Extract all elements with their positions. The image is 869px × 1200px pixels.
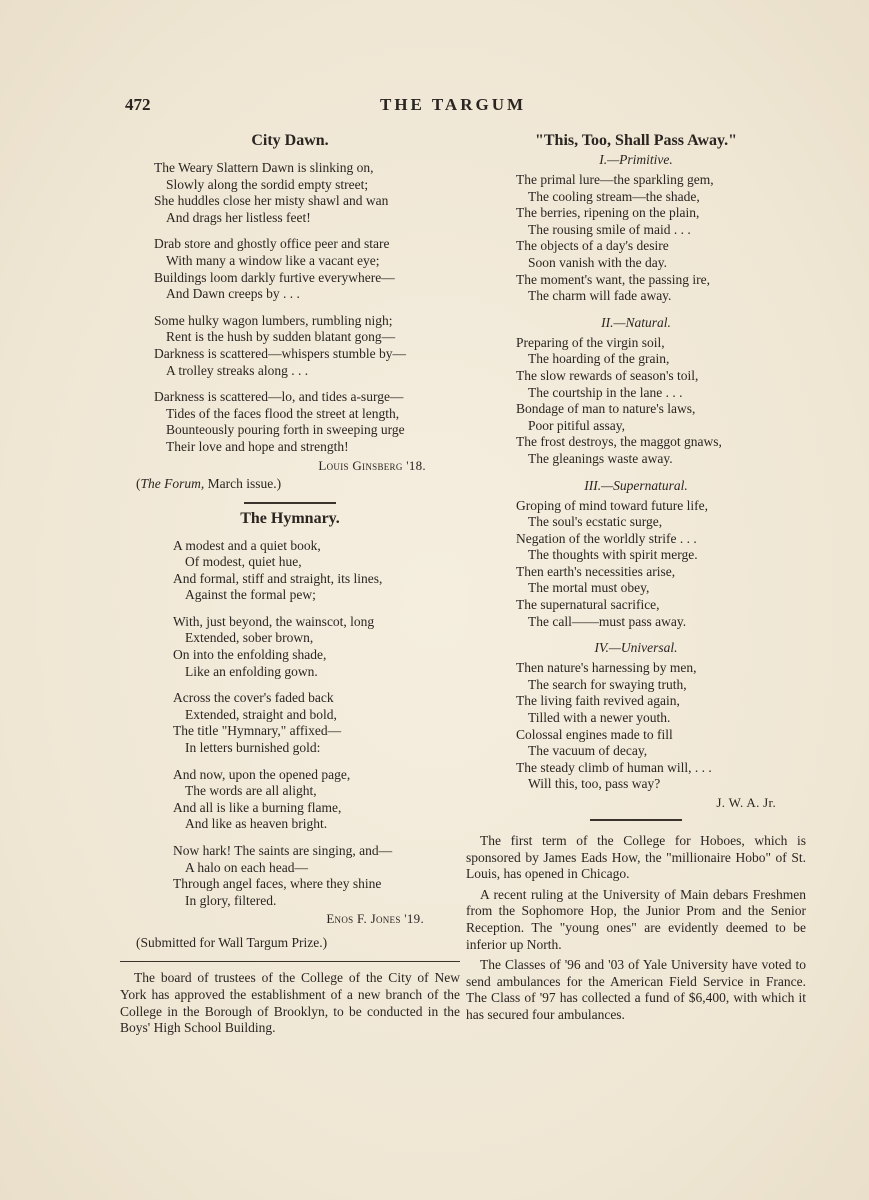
stanza [173, 843, 460, 909]
poem-line: A trolley streaks along . . . [166, 362, 309, 378]
poem-line: The title "Hymnary," affixed— [173, 723, 342, 739]
poem-line: The words are all alight, [185, 783, 317, 799]
section-heading: III.—Supernatural. [584, 477, 688, 493]
poem-line: Colossal engines made to fill [516, 726, 673, 742]
poem-line: The mortal must obey, [528, 580, 650, 596]
page-number: 472 [125, 95, 151, 114]
stanza [516, 172, 806, 305]
poem-line: The cooling stream—the shade, [528, 188, 700, 204]
source-paren: ( [136, 475, 141, 491]
poem-line: A modest and a quiet book, [173, 537, 321, 553]
poem-line: The vacuum of decay, [528, 743, 648, 759]
source-publication: The Forum, [140, 475, 205, 491]
poem-line: Will this, too, pass way? [528, 776, 661, 792]
poem-title-hymnary: The Hymnary. [240, 509, 340, 527]
section-heading: I.—Primitive. [599, 152, 673, 167]
stanza [173, 767, 460, 833]
news-paragraph: The Classes of '96 and '03 of Yale University have voted to send ambulances for the American Field Service in France. The Class of '97 has collected a fund of $6,400, with which it has secured four ambulances. [466, 957, 806, 1022]
stanza [154, 389, 460, 455]
poem-line: Tilled with a newer youth. [528, 710, 671, 726]
poem-line: And drags her listless feet! [166, 209, 311, 225]
section-heading: IV.—Universal. [594, 640, 678, 656]
poem-line: Darkness is scattered—lo, and tides a-surge— [154, 389, 404, 405]
poem-line: The search for swaying truth, [528, 676, 687, 692]
section-divider [244, 502, 336, 504]
poem-line: Their love and hope and strength! [166, 438, 349, 454]
poem-line: And all is like a burning flame, [173, 799, 342, 815]
poem-line: Through angel faces, where they shine [173, 876, 382, 892]
poem-line: The courtship in the lane . . . [528, 384, 683, 400]
poem-line: Extended, sober brown, [185, 630, 314, 646]
author-signature: Louis Ginsberg '18. [318, 457, 426, 473]
poem-line: The berries, ripening on the plain, [516, 205, 700, 221]
stanza [154, 236, 460, 302]
poem-line: Bondage of man to nature's laws, [516, 401, 696, 417]
poem-line: And Dawn creeps by . . . [166, 286, 300, 302]
source-note [136, 476, 460, 492]
poem-line: The moment's want, the passing ire, [516, 271, 711, 287]
poem-line: The gleanings waste away. [528, 450, 673, 466]
poem-line: In glory, filtered. [185, 892, 277, 908]
poem-line: The charm will fade away. [528, 288, 672, 304]
stanza [516, 498, 806, 631]
poem-line: In letters burnished gold: [185, 740, 321, 756]
poem-line: The call——must pass away. [528, 613, 687, 629]
poem-line: Rent is the hush by sudden blatant gong— [166, 329, 396, 345]
poem-title-this-too-shall-pass: "This, Too, Shall Pass Away." [535, 132, 737, 149]
poem-line: The steady climb of human will, . . . [516, 759, 712, 775]
poem-line: Poor pitiful assay, [528, 417, 625, 433]
poem-line: Some hulky wagon lumbers, rumbling nigh; [154, 312, 393, 328]
poem-line: Slowly along the sordid empty street; [166, 176, 369, 192]
source-issue: March issue.) [204, 475, 282, 491]
section-heading: II.—Natural. [601, 314, 671, 330]
poem-line: The slow rewards of season's toil, [516, 367, 699, 383]
section-divider [590, 819, 682, 821]
poem-line: Against the formal pew; [185, 587, 316, 603]
poem-line: The frost destroys, the maggot gnaws, [516, 434, 722, 450]
poem-line: Groping of mind toward future life, [516, 497, 708, 513]
stanza [516, 335, 806, 468]
poem-line: Darkness is scattered—whispers stumble by— [154, 345, 406, 361]
poem-line: Soon vanish with the day. [528, 254, 667, 270]
poem-line: The supernatural sacrifice, [516, 597, 660, 613]
poem-line: Drab store and ghostly office peer and stare [154, 236, 390, 252]
poem-hymnary [120, 538, 460, 928]
news-paragraph: A recent ruling at the University of Main debars Freshmen from the Sophomore Hop, the Junior Prom and the Senior Reception. The "young ones" are evidently deemed to be inferior up North. [466, 886, 806, 952]
poem-line: Like an enfolding gown. [185, 663, 318, 679]
poem-line: Then nature's harnessing by men, [516, 660, 697, 676]
news-paragraph: The first term of the College for Hoboes, which is sponsored by James Eads How, the "millionaire Hobo" of St. Louis, has opened in Chicago. [466, 833, 806, 882]
poem-city-dawn [120, 160, 460, 474]
author-signature: Enos F. Jones '19. [326, 911, 424, 927]
poem-line: With, just beyond, the wainscot, long [173, 613, 375, 629]
submission-note: (Submitted for Wall Targum Prize.) [136, 935, 328, 951]
poem-line: She huddles close her misty shawl and wan [154, 193, 389, 209]
author-signature: J. W. A. Jr. [716, 795, 776, 810]
poem-line: And now, upon the opened page, [173, 766, 351, 782]
right-column [466, 130, 806, 1028]
poem-line: Of modest, quiet hue, [185, 554, 302, 570]
poem-line: Bounteously pouring forth in sweeping urge [166, 422, 405, 438]
running-title: THE TARGUM [380, 95, 527, 114]
poem-line: With many a window like a vacant eye; [166, 252, 380, 268]
poem-line: A halo on each head— [185, 859, 308, 875]
poem-line: Extended, straight and bold, [185, 706, 337, 722]
stanza [173, 538, 460, 604]
poem-line: The hoarding of the grain, [528, 351, 670, 367]
news-paragraph: The board of trustees of the College of the City of New York has approved the establishment of a new branch of the College in the Borough of Brooklyn, to be conducted in the Boys' High School Building. [120, 970, 460, 1036]
left-column [120, 130, 460, 1041]
poem-line: The objects of a day's desire [516, 238, 669, 254]
poem-line: Then earth's necessities arise, [516, 563, 676, 579]
stanza [173, 614, 460, 680]
poem-line: On into the enfolding shade, [173, 647, 327, 663]
stanza [154, 313, 460, 379]
stanza [154, 160, 460, 226]
poem-line: Negation of the worldly strife . . . [516, 530, 697, 546]
poem-line: Now hark! The saints are singing, and— [173, 843, 393, 858]
stanza [173, 690, 460, 756]
poem-line: The primal lure—the sparkling gem, [516, 172, 714, 187]
stanza [516, 660, 806, 793]
poem-line: The soul's ecstatic surge, [528, 514, 663, 530]
poem-line: Buildings loom darkly furtive everywhere— [154, 269, 395, 285]
poem-line: The rousing smile of maid . . . [528, 221, 691, 237]
poem-this-too-shall-pass [466, 152, 806, 811]
poem-title-city-dawn: City Dawn. [251, 132, 329, 149]
poem-line: Across the cover's faded back [173, 690, 334, 706]
poem-line: The Weary Slattern Dawn is slinking on, [154, 160, 374, 175]
poem-line: Preparing of the virgin soil, [516, 334, 665, 350]
section-divider [120, 961, 460, 962]
poem-line: Tides of the faces flood the street at length, [166, 405, 400, 421]
poem-line: The thoughts with spirit merge. [528, 547, 698, 563]
poem-line: And like as heaven bright. [185, 816, 328, 832]
poem-line: And formal, stiff and straight, its lines, [173, 570, 383, 586]
poem-line: The living faith revived again, [516, 693, 680, 709]
